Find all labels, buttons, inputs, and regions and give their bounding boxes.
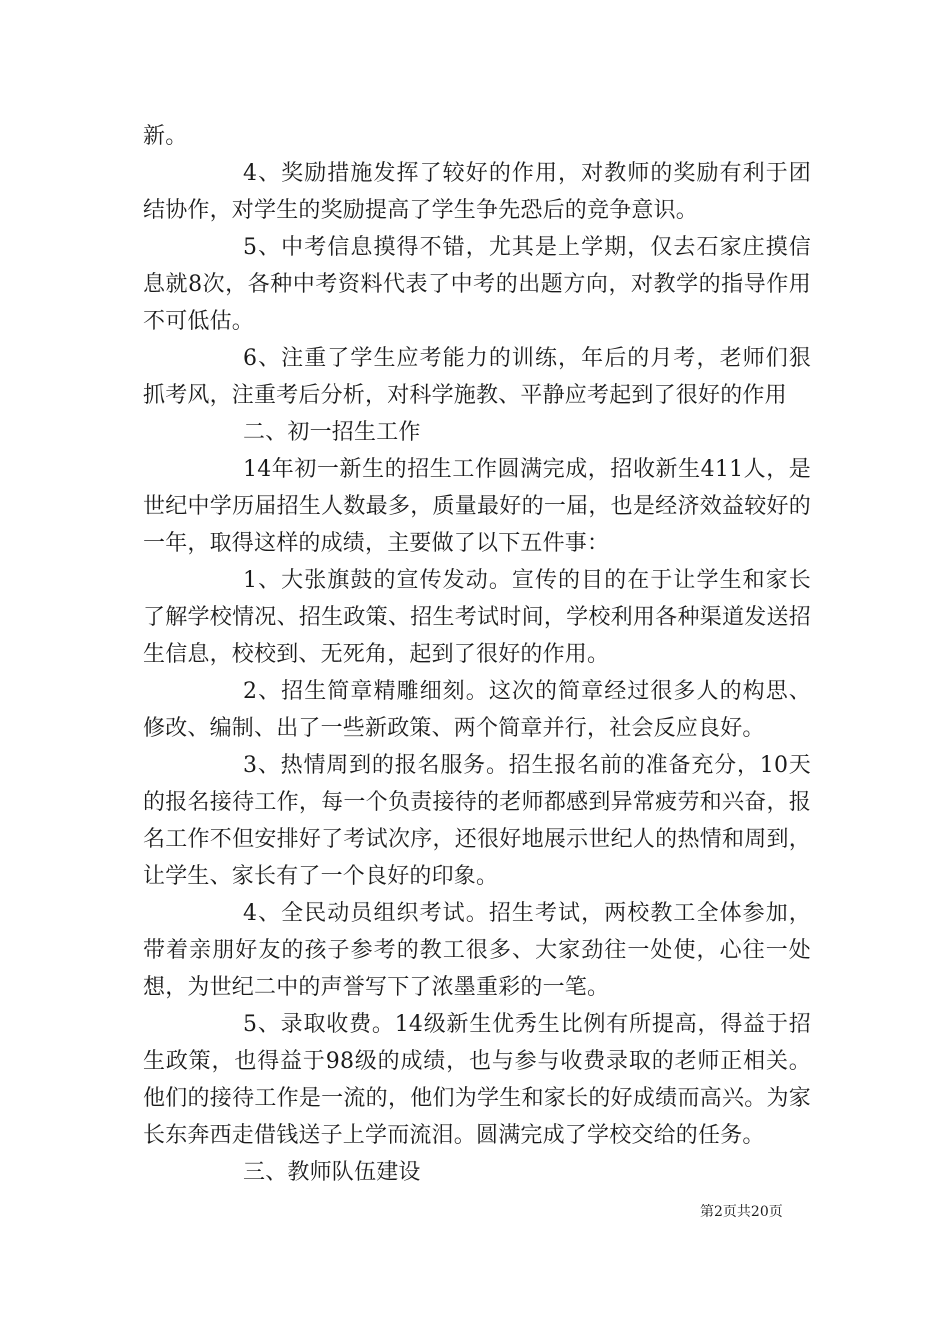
paragraph-item-3-registration: 3、热情周到的报名服务。招生报名前的准备充分，10天的报名接待工作，每一个负责接待的老师都感到异常疲劳和兴奋，报名工作不但安排好了考试次序，还很好地展示世纪人的热情和周到，让学生、家长有了一个良好的印象。: [143, 753, 811, 889]
paragraph-item-4-rewards: 4、奖励措施发挥了较好的作用，对教师的奖励有利于团结协作，对学生的奖励提高了学生争先恐后的竞争意识。: [143, 161, 811, 223]
document-body: [143, 118, 811, 1191]
paragraph-item-1-publicity: 1、大张旗鼓的宣传发动。宣传的目的在于让学生和家长了解学校情况、招生政策、招生考试时间，学校利用各种渠道发送招生信息，校校到、无死角，起到了很好的作用。: [143, 568, 811, 667]
paragraph-item-4-exam-organization: 4、全民动员组织考试。招生考试，两校教工全体参加，带着亲朋好友的孩子参考的教工很多、大家劲往一处使，心往一处想，为世纪二中的声誉写下了浓墨重彩的一笔。: [143, 901, 811, 1000]
paragraph-enrollment-summary: 14年初一新生的招生工作圆满完成，招收新生411人，是世纪中学历届招生人数最多，质量最好的一届，也是经济效益较好的一年，取得这样的成绩，主要做了以下五件事：: [143, 457, 811, 556]
paragraph-continuation: 新。: [143, 124, 188, 149]
paragraph-item-2-brochure: 2、招生简章精雕细刻。这次的简章经过很多人的构思、修改、编制、出了一些新政策、两个简章并行，社会反应良好。: [143, 679, 811, 741]
section-heading-teachers: 三、教师队伍建设: [243, 1160, 421, 1185]
paragraph-item-5-admission: 5、录取收费。14级新生优秀生比例有所提高，得益于招生政策，也得益于98级的成绩，也与参与收费录取的老师正相关。他们的接待工作是一流的，他们为学生和家长的好成绩而高兴。为家长东奔西走借钱送子上学而流泪。圆满完成了学校交给的任务。: [143, 1012, 811, 1148]
paragraph-item-6-exam-training: 6、注重了学生应考能力的训练，年后的月考，老师们狠抓考风，注重考后分析，对科学施教、平静应考起到了很好的作用: [143, 346, 811, 408]
page-number-footer: 第2页共20页: [700, 1204, 783, 1220]
section-heading-enrollment: 二、初一招生工作: [243, 420, 421, 445]
paragraph-item-5-exam-info: 5、中考信息摸得不错，尤其是上学期，仅去石家庄摸信息就8次，各种中考资料代表了中考的出题方向，对教学的指导作用不可低估。: [143, 235, 811, 334]
